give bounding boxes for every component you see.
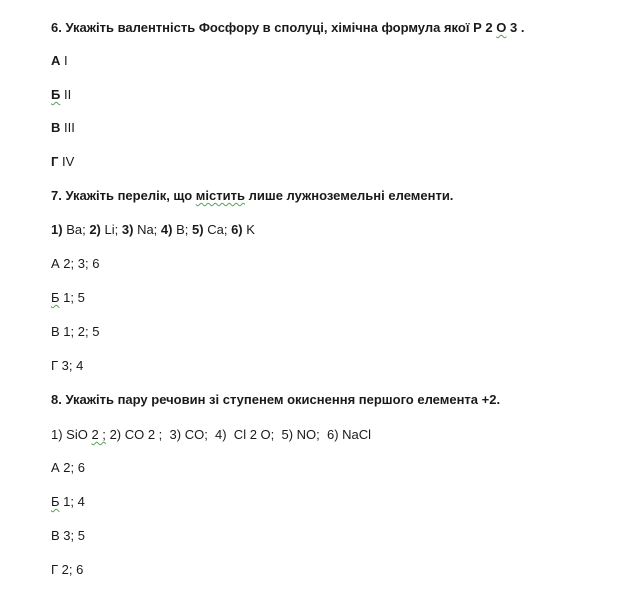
option-letter: В: [51, 120, 61, 135]
option-text: 2; 6: [61, 562, 84, 577]
option-letter: Б: [51, 87, 61, 102]
question-7-end: лише лужноземельні елементи.: [248, 188, 454, 203]
q8-substance-list: [51, 427, 371, 443]
list-element: Li;: [104, 222, 119, 237]
option-text: 3; 4: [61, 358, 84, 373]
list-item-1-index: 2 ;: [91, 427, 106, 442]
list-item-1-prefix: 1) SiO: [51, 427, 88, 442]
option-letter: А: [51, 460, 60, 475]
list-element: Ba;: [66, 222, 86, 237]
option-text: 3; 5: [63, 528, 85, 543]
q7-option-v: [51, 324, 99, 340]
option-letter: В: [51, 528, 60, 543]
list-element: Na;: [137, 222, 158, 237]
question-6: [51, 20, 524, 36]
q8-option-g: [51, 562, 83, 578]
option-text: 1; 4: [63, 494, 85, 509]
q6-option-a: [51, 53, 68, 69]
list-num: 1): [51, 222, 63, 237]
q6-option-v: [51, 120, 75, 136]
option-text: 1; 5: [63, 290, 85, 305]
option-letter: Г: [51, 358, 59, 373]
q8-option-v: [51, 528, 85, 544]
option-text: IV: [62, 154, 75, 169]
list-element: Ca;: [207, 222, 228, 237]
option-letter: А: [51, 53, 61, 68]
option-letter: В: [51, 324, 60, 339]
q7-element-list: [51, 222, 255, 238]
list-num: 5): [192, 222, 204, 237]
q8-option-b: [51, 494, 85, 510]
q7-option-g: [51, 358, 83, 374]
option-text: 2; 6: [63, 460, 85, 475]
question-7-start: 7. Укажіть перелік, що: [51, 188, 193, 203]
option-text: 1; 2; 5: [63, 324, 100, 339]
option-text: 2; 3; 6: [63, 256, 100, 271]
question-7-mid: містить: [195, 188, 245, 203]
option-letter: Г: [51, 154, 59, 169]
option-text: III: [64, 120, 75, 135]
option-text: I: [64, 53, 68, 68]
list-num: 6): [231, 222, 243, 237]
option-text: II: [63, 87, 72, 102]
q7-option-a: [51, 256, 99, 272]
list-num: 2): [89, 222, 101, 237]
q8-option-a: [51, 460, 85, 476]
question-7: [51, 188, 453, 204]
question-6-text: 6. Укажіть валентність Фосфору в сполуці, хімічна формула якої Р 2: [51, 20, 493, 35]
option-letter: Б: [51, 290, 60, 305]
question-8: [51, 392, 500, 408]
option-letter: Г: [51, 562, 59, 577]
q6-option-g: [51, 154, 74, 170]
q6-option-b: [51, 87, 71, 103]
question-8-text: 8. Укажіть пару речовин зі ступенем окиснення першого елемента +2.: [51, 392, 501, 407]
list-num: 4): [160, 222, 173, 237]
q7-option-b: [51, 290, 85, 306]
list-num: 3): [121, 222, 134, 237]
option-letter: А: [51, 256, 60, 271]
option-letter: Б: [51, 494, 60, 509]
list-element: B;: [176, 222, 189, 237]
list-rest: 2) CO 2 ; 3) CO; 4) Cl 2 O; 5) NO; 6) NaCl: [109, 427, 372, 442]
question-6-formula-end: 3 .: [509, 20, 525, 35]
question-6-formula-o: О: [496, 20, 507, 35]
list-element: K: [246, 222, 255, 237]
